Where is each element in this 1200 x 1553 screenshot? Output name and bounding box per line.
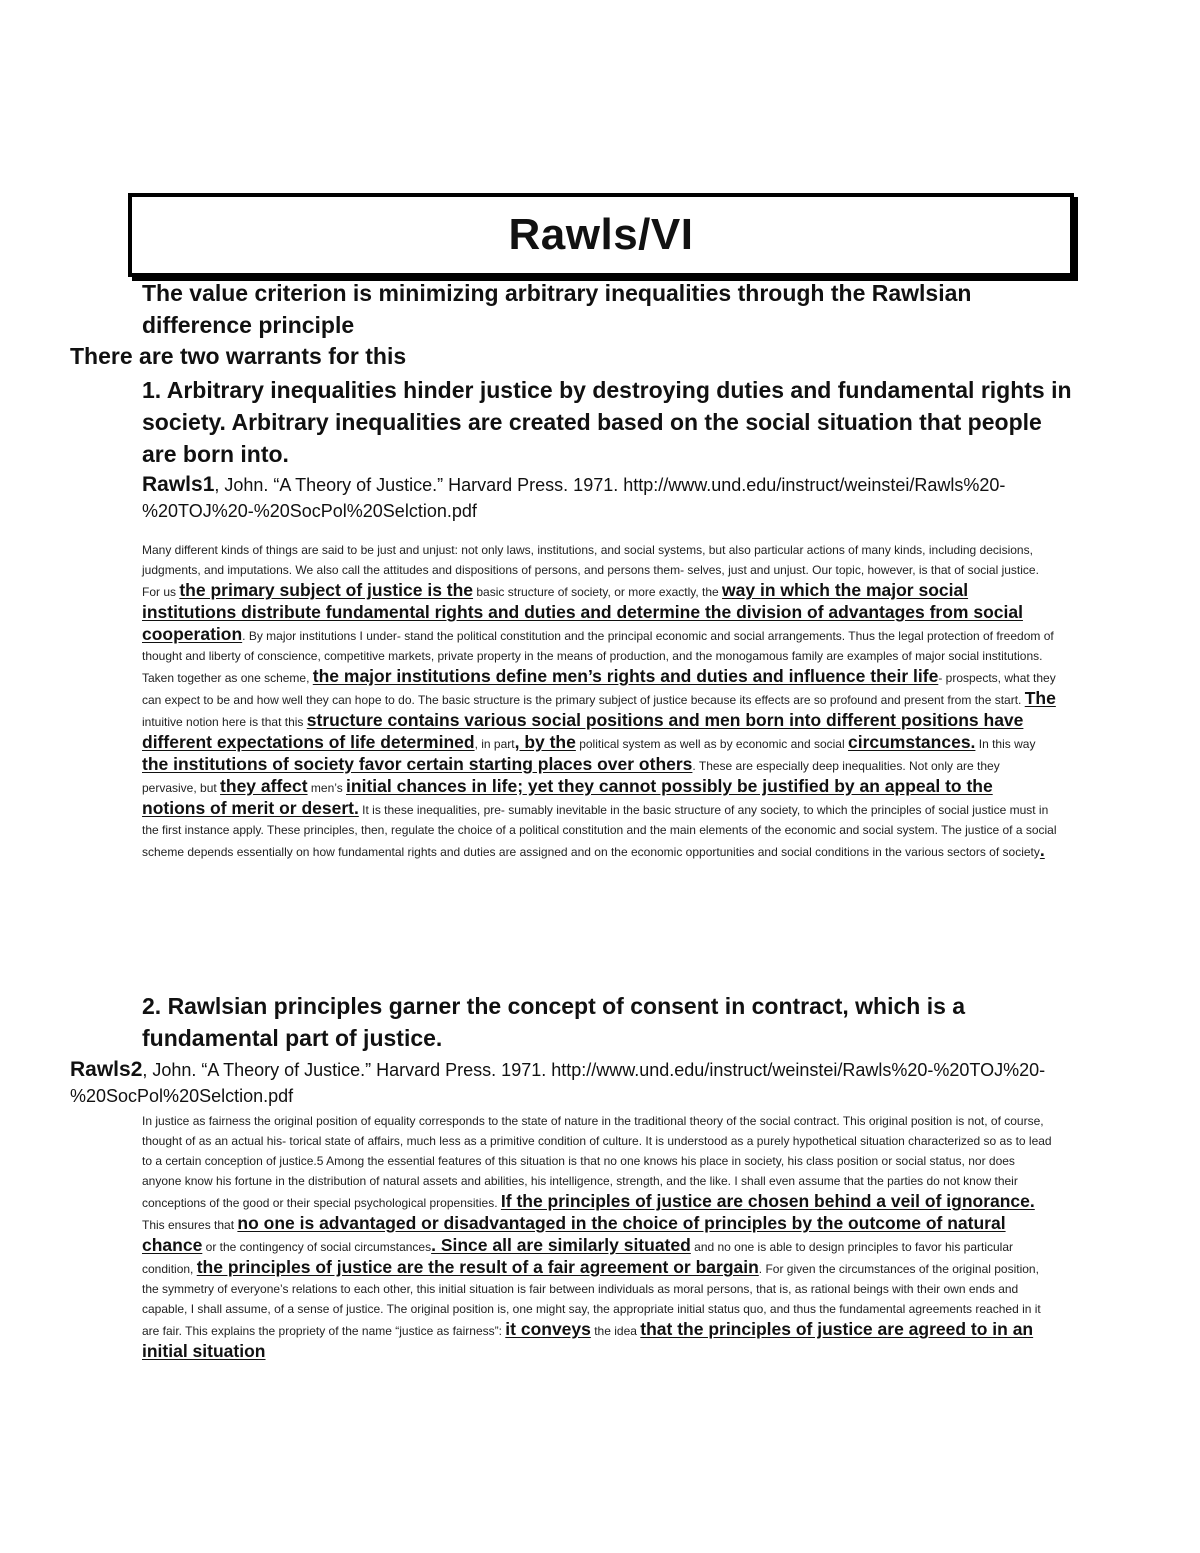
card-emphasis: the principles of justice are the result of a fair agreement or bargain [196, 1257, 759, 1277]
card-emphasis: , by the [514, 732, 576, 752]
warrant1-cite-tag: Rawls1 [142, 473, 215, 496]
warrant2-cite-tag: Rawls2 [70, 1058, 143, 1081]
card-emphasis: If the principles of justice are chosen behind a veil of ignorance. [500, 1191, 1035, 1211]
card-text: . By major institutions I under- stand the political constitution and the principal economic and social arrangements. Thus the legal protection of freedom of thought and liberty of conscience, competitive markets, private property in the means of production, and the monogamous family are examples of major social institutions. Taken together as one scheme, [142, 629, 1054, 685]
card-text: men’s [307, 781, 347, 795]
card-text: - prospects, what they can expect to be and how well they can hope to do. The basic structure is the primary subject of justice because its effects are so profound and present from the start. [142, 671, 1056, 707]
value-criterion: The value criterion is minimizing arbitrary inequalities through the Rawlsian difference principle [142, 280, 972, 338]
card-emphasis: it conveys [505, 1319, 591, 1339]
card-text: . These are especially deep inequalities. Not only are they pervasive, but [142, 759, 1000, 795]
card-text: and no one is able to design principles to favor his particular condition, [142, 1240, 1014, 1276]
card-text: In this way [975, 737, 1036, 751]
card-emphasis: . [1039, 840, 1045, 860]
card-emphasis: the primary subject of justice is the [179, 580, 474, 600]
card-emphasis: the major institutions define men’s rights and duties and influence their life [312, 666, 939, 686]
warrant1-cite-text: , John. “A Theory of Justice.” Harvard Press. 1971. http://www.und.edu/instruct/weinstei/Rawls%20-%20TOJ%20-%20SocPol%20Selction.pdf [142, 475, 1006, 521]
card-text: , in part [474, 737, 515, 751]
card-emphasis: no one is advantaged or disadvantaged in the choice of principles by the outcome of natural chance [142, 1213, 1006, 1255]
card-text: basic structure of society, or more exactly, the [473, 585, 723, 599]
warrant2-citation [70, 1057, 1130, 1109]
card-text: the idea [590, 1324, 641, 1338]
card-emphasis: way in which the major social institutions distribute fundamental rights and duties and determine the division of advantages from social cooperation [142, 580, 1023, 644]
page-title: Rawls/VI [508, 210, 694, 259]
warrant1-citation [142, 472, 1087, 524]
card-text: Many different kinds of things are said to be just and unjust: not only laws, institutions, and social systems, but also particular actions of many kinds, including decisions, judgments, and imputations. We also call the attitudes and dispositions of persons, and persons them- selves, just and unjust. Our topic, however, is that of social justice. For us [142, 543, 1039, 599]
card-emphasis: . Since all are similarly situated [431, 1235, 691, 1255]
card-emphasis: The [1024, 688, 1056, 708]
card-text: or the contingency of social circumstances [202, 1240, 432, 1254]
warrant1-claim: 1. Arbitrary inequalities hinder justice by destroying duties and fundamental rights in society. Arbitrary inequalities are created based on the social situation that people are born into. [142, 377, 1072, 467]
warrant2-claim: 2. Rawlsian principles garner the concept of consent in contract, which is a fundamental part of justice. [142, 993, 966, 1051]
card-text: This ensures that [142, 1218, 238, 1232]
card-emphasis: that the principles of justice are agreed to in an initial situation [142, 1319, 1034, 1361]
card-emphasis: initial chances in life; yet they cannot possibly be justified by an appeal to the notions of merit or desert. [142, 776, 993, 818]
warrant2-cite-text: , John. “A Theory of Justice.” Harvard Press. 1971. http://www.und.edu/instruct/weinstei/Rawls%20-%20TOJ%20-%20SocPol%20Selction.pdf [70, 1060, 1046, 1106]
card-text: In justice as fairness the original position of equality corresponds to the state of nature in the traditional theory of the social contract. This original position is not, of course, thought of as an actual his- torical state of affairs, much less as a primitive condition of culture. It is understood as a purely hypothetical situation characterized so as to lead to a certain conception of justice.5 Among the essential features of this situation is that no one knows his place in society, his class position or social status, nor does anyone know his fortune in the distribution of natural assets and abilities, his intelligence, strength, and the like. I shall even assume that the parties do not know their conceptions of the good or their special psychological propensities. [142, 1114, 1052, 1210]
card-text: It is these inequalities, pre- sumably inevitable in the basic structure of any society, to which the principles of social justice must in the first instance apply. These principles, then, regulate the choice of a political constitution and the main elements of the economic and social system. The justice of a social scheme depends essentially on how fundamental rights and duties are assigned and on the economic opportunities and social conditions in the various sectors of society [142, 803, 1057, 859]
card-emphasis: structure contains various social positions and men born into different positions have different expectations of life determined [142, 710, 1024, 752]
card-text: . For given the circumstances of the original position, the symmetry of everyone’s relations to each other, this initial situation is fair between individuals as moral persons, that is, as rational beings with their own ends and capable, I shall assume, of a sense of justice. The original position is, one might say, the appropriate initial status quo, and thus the fundamental agreements reached in it are fair. This explains the propriety of the name “justice as fairness”: [142, 1262, 1041, 1338]
card-emphasis: they affect [220, 776, 308, 796]
warrants-intro: There are two warrants for this [70, 343, 407, 369]
card-text: intuitive notion here is that this [142, 715, 307, 729]
title-box [128, 193, 1074, 277]
card-emphasis: the institutions of society favor certain starting places over others [142, 754, 693, 774]
warrant2-card [142, 1111, 1057, 1363]
card-emphasis: circumstances. [847, 732, 976, 752]
warrant1-card [142, 540, 1057, 862]
card-text: political system as well as by economic and social [575, 737, 848, 751]
